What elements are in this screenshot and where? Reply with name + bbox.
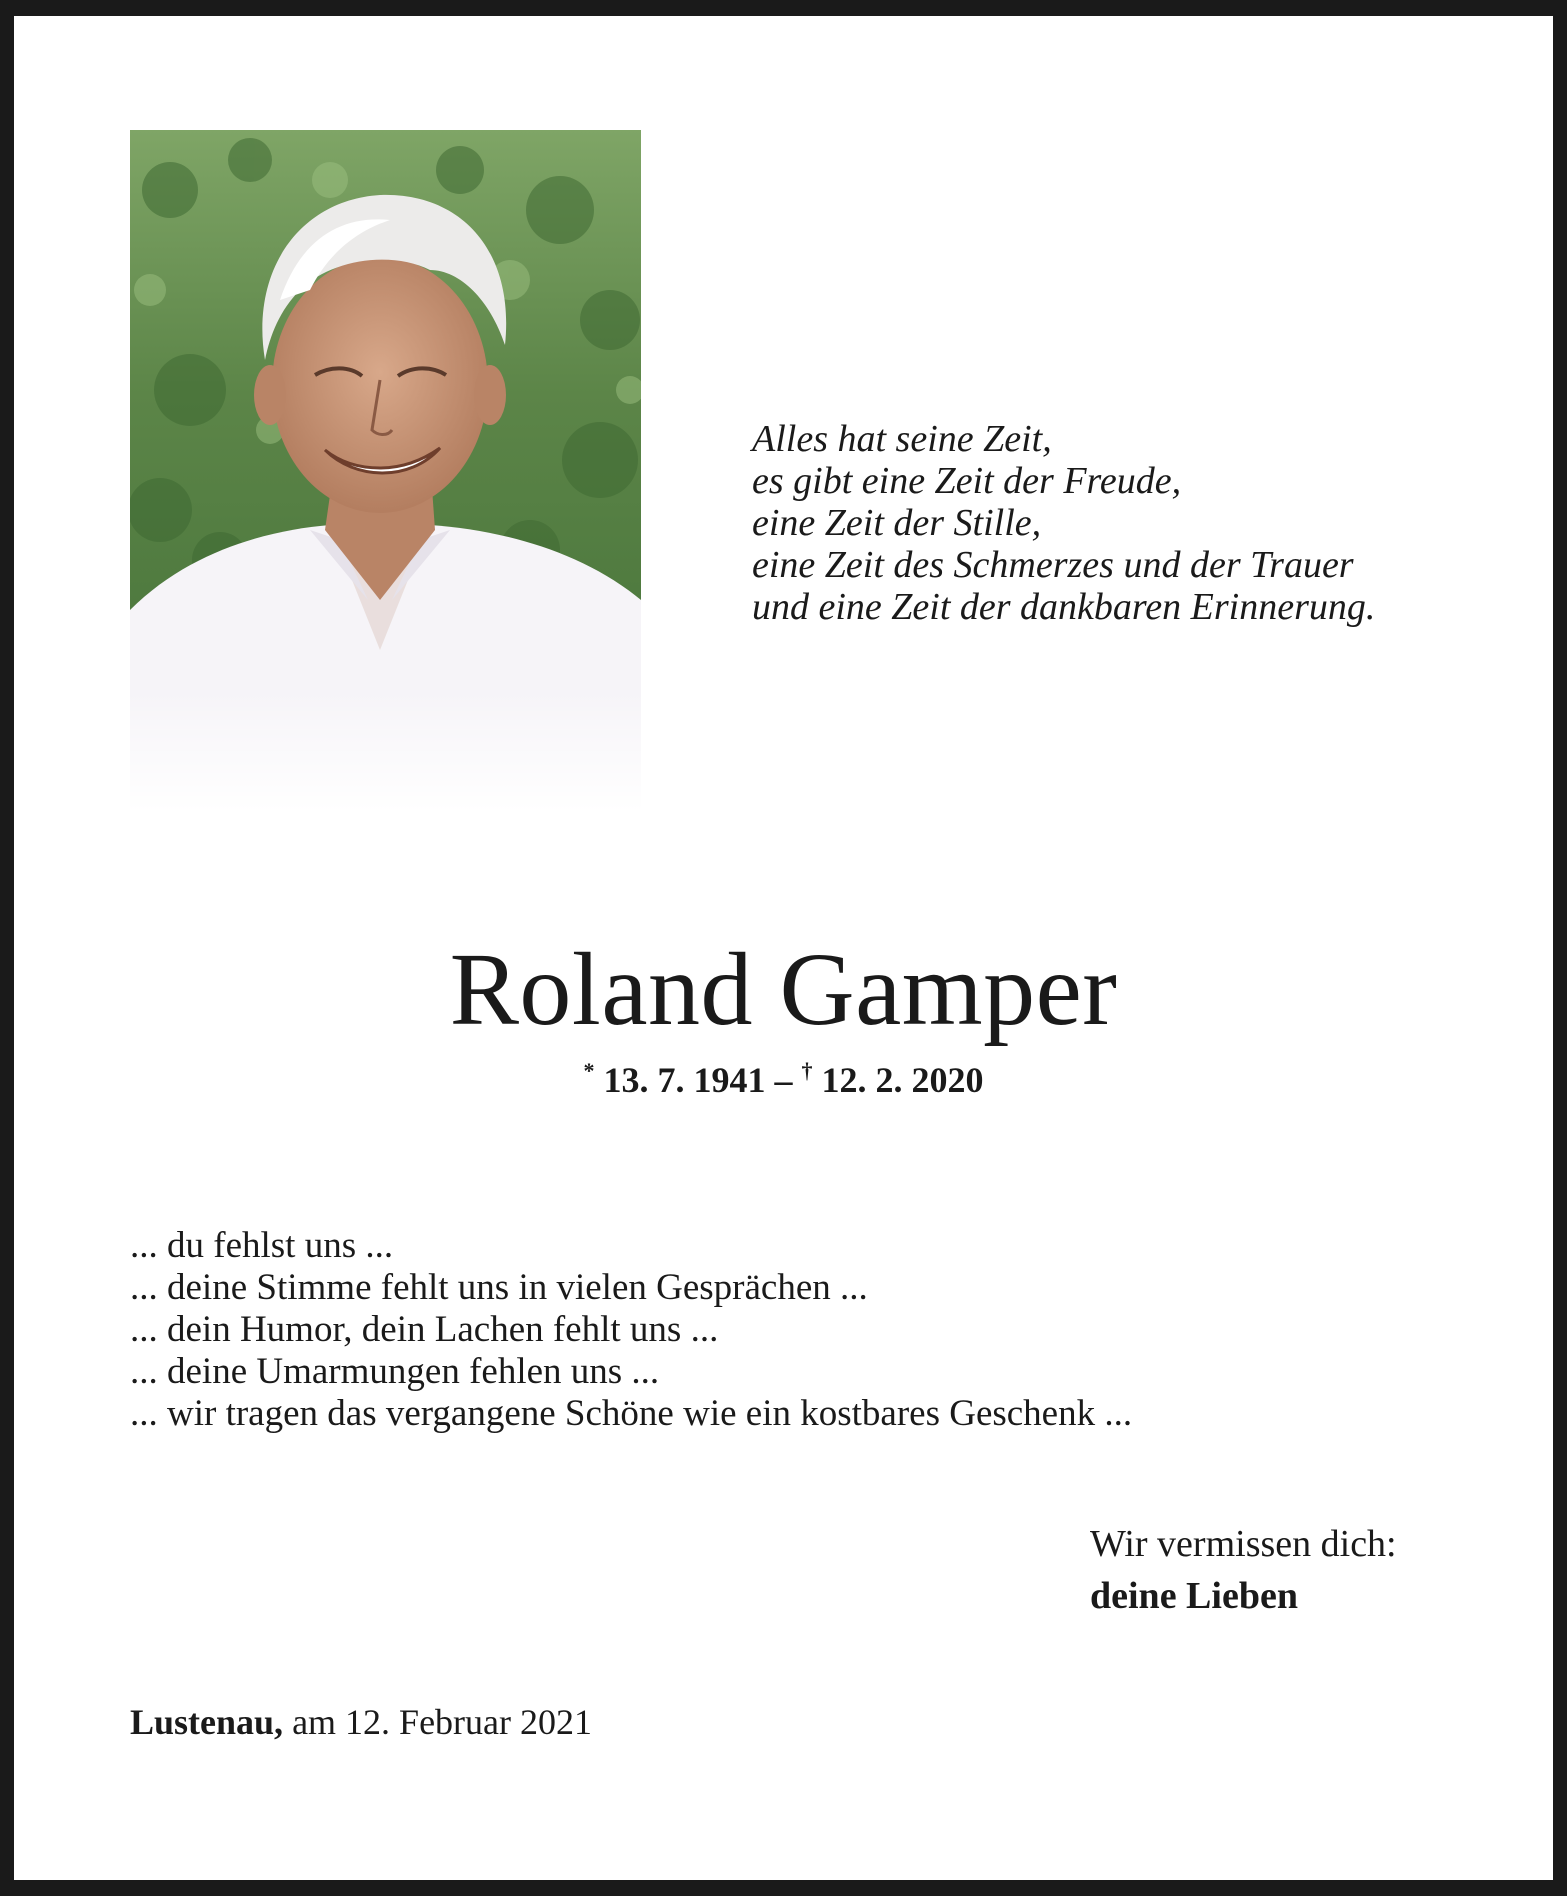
signature-from: deine Lieben: [1090, 1575, 1298, 1617]
poem-line: es gibt eine Zeit der Freude,: [752, 460, 1182, 502]
place-date-text: am 12. Februar 2021: [292, 1702, 592, 1742]
poem-line: eine Zeit des Schmerzes und der Trauer: [752, 544, 1354, 586]
signature: [1090, 1518, 1510, 1622]
message-line: ... deine Umarmungen fehlen uns ...: [130, 1351, 660, 1392]
message-line: ... dein Humor, dein Lachen fehlt uns ...: [130, 1309, 719, 1350]
portrait-photo: [130, 130, 641, 812]
death-symbol: †: [801, 1058, 813, 1083]
death-date: 12. 2. 2020: [821, 1060, 984, 1100]
poem-line: und eine Zeit der dankbaren Erinnerung.: [752, 586, 1376, 628]
poem-line: Alles hat seine Zeit,: [752, 418, 1052, 460]
date-dash: –: [774, 1060, 793, 1100]
message-line: ... du fehlst uns ...: [130, 1225, 394, 1266]
life-dates: [0, 1058, 1567, 1102]
deceased-name: Roland Gamper: [449, 932, 1118, 1047]
message-lines: [130, 1225, 1510, 1435]
poem: [752, 418, 1512, 628]
message-line: ... deine Stimme fehlt uns in vielen Gesprächen ...: [130, 1267, 868, 1308]
signature-intro: Wir vermissen dich:: [1090, 1523, 1397, 1565]
poem-line: eine Zeit der Stille,: [752, 502, 1042, 544]
birth-symbol: *: [583, 1058, 595, 1083]
message-line: ... wir tragen das vergangene Schöne wie ein kostbares Geschenk ...: [130, 1393, 1133, 1434]
birth-date: 13. 7. 1941: [603, 1060, 766, 1100]
place-city: Lustenau,: [130, 1702, 284, 1742]
place-date: [130, 1700, 1030, 1744]
